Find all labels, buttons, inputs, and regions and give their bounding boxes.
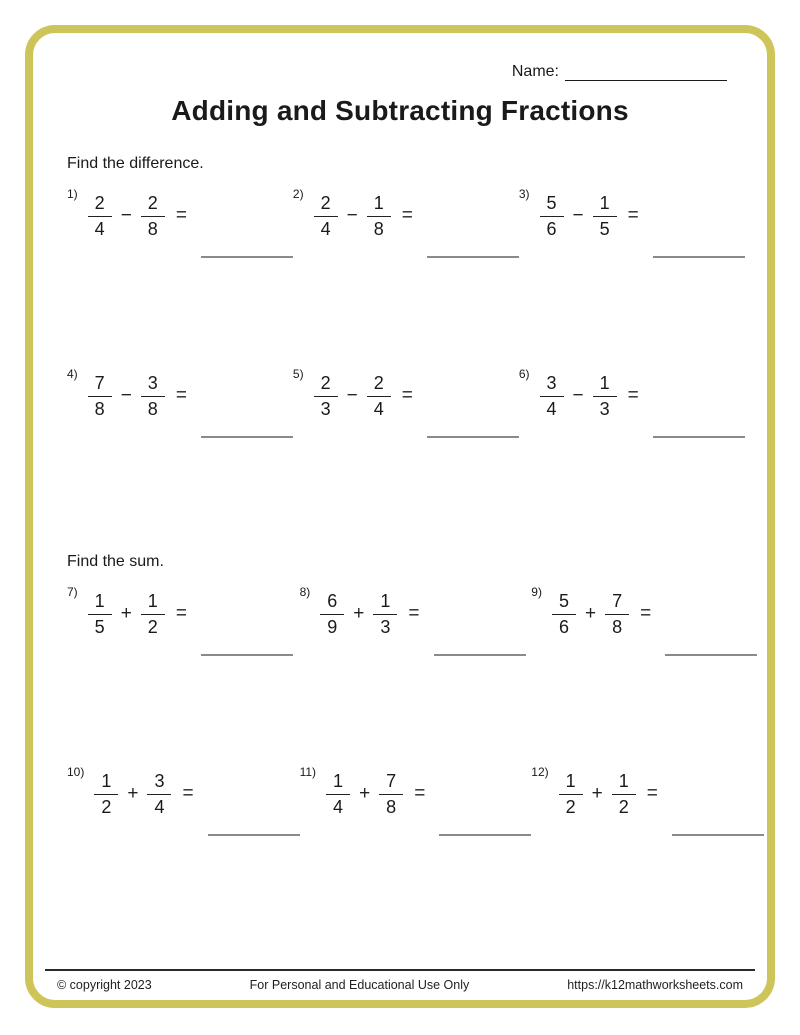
fraction-numerator: 5 xyxy=(552,591,576,615)
operator-sign: − xyxy=(572,385,584,406)
fraction-denominator: 8 xyxy=(147,218,158,239)
operator-sign: + xyxy=(359,783,371,804)
fraction-numerator: 1 xyxy=(367,193,391,217)
fraction-denominator: 2 xyxy=(565,796,576,817)
equals-sign: = xyxy=(401,205,413,226)
fraction-numerator: 1 xyxy=(593,193,617,217)
problem xyxy=(531,583,764,645)
section-instruction: Find the difference. xyxy=(67,155,204,172)
problem xyxy=(519,365,745,427)
problem-number: 4) xyxy=(67,367,78,381)
answer-line xyxy=(427,256,519,258)
section-difference xyxy=(67,155,733,427)
answer-line xyxy=(653,436,745,438)
problem-number: 6) xyxy=(518,367,530,381)
fraction-first xyxy=(88,591,112,637)
fraction-denominator: 3 xyxy=(599,398,610,419)
fraction-numerator: 1 xyxy=(141,591,165,615)
fraction-first xyxy=(314,373,338,419)
problem-number: 5) xyxy=(292,367,304,381)
equals-sign: = xyxy=(401,385,413,406)
fraction-denominator: 4 xyxy=(333,796,344,817)
problem-number: 1) xyxy=(67,187,78,201)
fraction-numerator: 1 xyxy=(559,771,583,795)
answer-line xyxy=(434,654,526,656)
fraction-denominator: 9 xyxy=(327,616,338,637)
problem xyxy=(293,365,519,427)
fraction-second xyxy=(373,591,397,637)
fraction-denominator: 8 xyxy=(373,218,384,239)
answer-line xyxy=(201,256,293,258)
fraction-numerator: 3 xyxy=(147,771,171,795)
page-title: Adding and Subtracting Fractions xyxy=(171,95,629,126)
fraction-numerator: 2 xyxy=(314,373,338,397)
fraction-numerator: 2 xyxy=(314,193,338,217)
operator-sign: − xyxy=(120,385,132,406)
fraction-numerator: 3 xyxy=(141,373,165,397)
problem xyxy=(67,185,293,247)
answer-line xyxy=(201,654,293,656)
answer-line xyxy=(427,436,519,438)
fraction-second xyxy=(593,193,617,239)
fraction-denominator: 4 xyxy=(373,398,384,419)
fraction-denominator: 2 xyxy=(618,796,629,817)
fraction-denominator: 2 xyxy=(147,616,158,637)
fraction-numerator: 1 xyxy=(88,591,112,615)
fraction-numerator: 2 xyxy=(88,193,112,217)
fraction-numerator: 1 xyxy=(94,771,118,795)
fraction-denominator: 4 xyxy=(94,218,105,239)
problem-number: 10) xyxy=(67,765,85,779)
fraction-first xyxy=(559,771,583,817)
equals-sign: = xyxy=(175,385,187,406)
fraction-numerator: 1 xyxy=(373,591,397,615)
problem-number: 12) xyxy=(531,765,549,779)
problem xyxy=(67,583,300,645)
fraction-denominator: 8 xyxy=(94,398,105,419)
answer-line xyxy=(208,834,300,836)
answer-line xyxy=(201,436,293,438)
fraction-numerator: 1 xyxy=(593,373,617,397)
operator-sign: + xyxy=(120,603,132,624)
fraction-numerator: 7 xyxy=(88,373,112,397)
problem-number: 3) xyxy=(518,187,530,201)
equals-sign: = xyxy=(627,385,639,406)
fraction-denominator: 5 xyxy=(94,616,105,637)
answer-line xyxy=(653,256,745,258)
fraction-first xyxy=(326,771,350,817)
problem xyxy=(531,763,764,825)
operator-sign: − xyxy=(572,205,584,226)
fraction-denominator: 2 xyxy=(101,796,112,817)
fraction-denominator: 6 xyxy=(546,218,557,239)
name-row xyxy=(67,59,733,81)
equals-sign: = xyxy=(640,603,652,624)
fraction-numerator: 3 xyxy=(540,373,564,397)
operator-sign: − xyxy=(346,205,358,226)
equals-sign: = xyxy=(175,205,187,226)
name-blank-line xyxy=(565,64,727,81)
equals-sign: = xyxy=(408,603,420,624)
fraction-second xyxy=(147,771,171,817)
fraction-denominator: 8 xyxy=(612,616,623,637)
fraction-denominator: 3 xyxy=(320,398,331,419)
operator-sign: − xyxy=(120,205,132,226)
footer-url: https://k12mathworksheets.com xyxy=(567,978,743,992)
fraction-denominator: 8 xyxy=(147,398,158,419)
problem-number: 8) xyxy=(299,585,311,599)
problem-number: 7) xyxy=(67,585,78,599)
fraction-numerator: 2 xyxy=(367,373,391,397)
fraction-first xyxy=(552,591,576,637)
fraction-numerator: 6 xyxy=(320,591,344,615)
fraction-second xyxy=(593,373,617,419)
problem xyxy=(67,365,293,427)
fraction-second xyxy=(367,193,391,239)
fraction-numerator: 5 xyxy=(540,193,564,217)
fraction-second xyxy=(605,591,629,637)
footer-usage-note: For Personal and Educational Use Only xyxy=(249,978,470,992)
fraction-denominator: 6 xyxy=(558,616,569,637)
fraction-first xyxy=(314,193,338,239)
section-sum xyxy=(67,553,733,825)
fraction-numerator: 7 xyxy=(379,771,403,795)
answer-line xyxy=(665,654,757,656)
fraction-denominator: 4 xyxy=(320,218,331,239)
footer-copyright: © copyright 2023 xyxy=(57,978,152,992)
section-instruction: Find the sum. xyxy=(67,553,164,570)
operator-sign: − xyxy=(346,385,358,406)
fraction-second xyxy=(612,771,636,817)
fraction-numerator: 1 xyxy=(326,771,350,795)
answer-line xyxy=(672,834,764,836)
equals-sign: = xyxy=(175,603,187,624)
fraction-denominator: 4 xyxy=(154,796,165,817)
fraction-first xyxy=(94,771,118,817)
answer-line xyxy=(439,834,531,836)
fraction-first xyxy=(540,193,564,239)
problem-number: 11) xyxy=(299,765,317,779)
fraction-denominator: 8 xyxy=(386,796,397,817)
operator-sign: + xyxy=(353,603,365,624)
fraction-first xyxy=(540,373,564,419)
fraction-numerator: 7 xyxy=(605,591,629,615)
fraction-denominator: 5 xyxy=(599,218,610,239)
problems-grid xyxy=(67,185,733,427)
fraction-second xyxy=(141,373,165,419)
equals-sign: = xyxy=(627,205,639,226)
problem xyxy=(300,763,532,825)
operator-sign: + xyxy=(127,783,139,804)
fraction-numerator: 2 xyxy=(141,193,165,217)
fraction-second xyxy=(367,373,391,419)
equals-sign: = xyxy=(182,783,194,804)
worksheet-border xyxy=(25,25,775,1008)
fraction-denominator: 4 xyxy=(546,398,557,419)
footer xyxy=(45,969,755,992)
problem xyxy=(67,763,300,825)
fraction-second xyxy=(379,771,403,817)
fraction-second xyxy=(141,193,165,239)
problem-number: 2) xyxy=(292,187,304,201)
fraction-first xyxy=(88,193,112,239)
fraction-first xyxy=(88,373,112,419)
fraction-denominator: 3 xyxy=(380,616,391,637)
fraction-second xyxy=(141,591,165,637)
problems-grid xyxy=(67,583,733,825)
problem xyxy=(300,583,532,645)
operator-sign: + xyxy=(584,603,597,624)
problem xyxy=(293,185,519,247)
equals-sign: = xyxy=(414,783,426,804)
operator-sign: + xyxy=(591,783,603,804)
name-label: Name: xyxy=(511,63,559,80)
worksheet-content xyxy=(33,33,767,825)
fraction-first xyxy=(320,591,344,637)
fraction-numerator: 1 xyxy=(612,771,636,795)
equals-sign: = xyxy=(646,783,658,804)
problem-number: 9) xyxy=(531,585,542,599)
problem xyxy=(519,185,745,247)
